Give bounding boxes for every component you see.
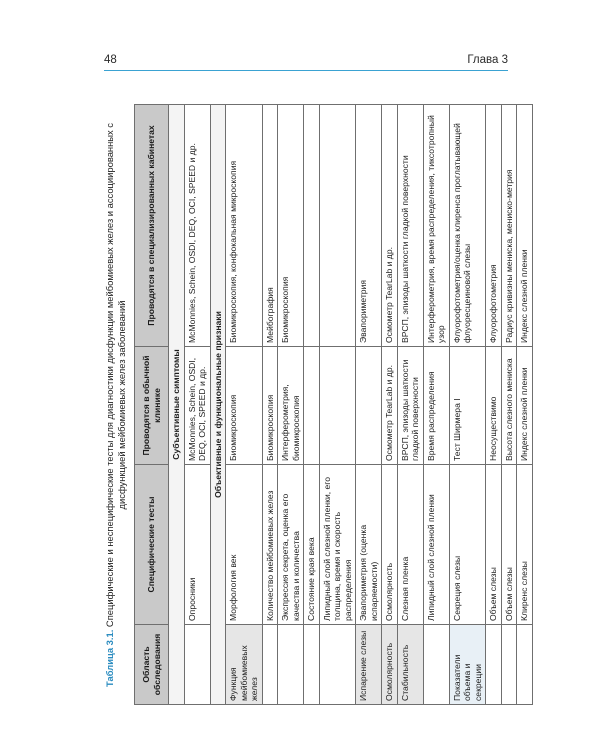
page-header bbox=[104, 52, 508, 71]
caption-text: Специфические и неспецифические тесты для диагностики дисфункции мейбомиевых желез и ассоциированных с дисфункцией мейбомиевых желез заболеваний bbox=[104, 123, 127, 630]
table-row bbox=[486, 105, 502, 705]
col-header-regular-clinic: Проводятся в обычной клинике bbox=[135, 347, 169, 465]
chapter-label: Глава 3 bbox=[467, 54, 508, 66]
cell-specialized: Мейбография bbox=[262, 105, 278, 347]
cell-specialized: Флуорофотометрия/оценка клиренса проглатывающей флуоресцеиновой слезы bbox=[449, 105, 486, 347]
diagnostic-tests-table bbox=[134, 104, 533, 705]
cell-area bbox=[262, 625, 278, 705]
section-row bbox=[169, 105, 185, 705]
table-row bbox=[397, 105, 423, 705]
cell-specialized: Индекс слезной пленки bbox=[517, 105, 533, 347]
cell-clinic: Индекс слезной пленки bbox=[517, 347, 533, 465]
cell-test: Объем слезы bbox=[486, 465, 502, 625]
cell-area: Показатели объема и секреции bbox=[449, 625, 486, 705]
cell-clinic: ВРСП, эпизоды шаткости гладкой поверхности bbox=[397, 347, 423, 465]
table-header-row bbox=[135, 105, 169, 705]
cell-area bbox=[486, 625, 502, 705]
table-caption bbox=[104, 105, 128, 705]
cell-clinic: Интерферометрия, биомикроскопия bbox=[278, 347, 304, 465]
cell-area bbox=[517, 625, 533, 705]
cell-area bbox=[501, 625, 517, 705]
table-row bbox=[356, 105, 382, 705]
cell-clinic: Тест Ширмера I bbox=[449, 347, 486, 465]
cell-clinic: Осмометр TearLab и др. bbox=[382, 347, 398, 465]
cell-clinic: Высота слезного мениска bbox=[501, 347, 517, 465]
cell-specialized: Биомикроскопия bbox=[278, 105, 304, 347]
cell-specialized: Осмометр TearLab и др. bbox=[382, 105, 398, 347]
cell-clinic: Неосуществимо bbox=[486, 347, 502, 465]
cell-test: Осмолярность bbox=[382, 465, 398, 625]
cell-test: Липидный слой слезной пленки, его толщина, время и скорость распределения bbox=[319, 465, 356, 625]
cell-area bbox=[278, 625, 304, 705]
table-row bbox=[262, 105, 278, 705]
table-row bbox=[278, 105, 304, 705]
table-row bbox=[382, 105, 398, 705]
rotated-table-block bbox=[104, 105, 529, 705]
cell-clinic bbox=[304, 347, 320, 465]
col-header-specialized: Проводятся в специализированных кабинетах bbox=[135, 105, 169, 347]
cell-test: Клиренс слезы bbox=[517, 465, 533, 625]
table-row bbox=[423, 105, 449, 705]
table-row bbox=[304, 105, 320, 705]
cell-clinic bbox=[319, 347, 356, 465]
cell-test: Состояние края века bbox=[304, 465, 320, 625]
col-header-area: Область обследования bbox=[135, 625, 169, 705]
cell-specialized: McMonnies, Schein, OSDI, DEQ, OCI, SPEED и др. bbox=[184, 105, 210, 347]
table-row bbox=[226, 105, 263, 705]
section-objective: Объективные и функциональные признаки bbox=[210, 105, 226, 705]
cell-area: Стабильность bbox=[397, 625, 423, 705]
table-row bbox=[517, 105, 533, 705]
section-subjective: Субъективные симптомы bbox=[169, 105, 185, 705]
col-header-specific-tests: Специфические тесты bbox=[135, 465, 169, 625]
cell-area: Осмолярность bbox=[382, 625, 398, 705]
cell-test: Слезная пленка bbox=[397, 465, 423, 625]
cell-test: Эвапориметрия (оценка испаряемости) bbox=[356, 465, 382, 625]
cell-specialized: ВРСП, эпизоды шаткости гладкой поверхности bbox=[397, 105, 423, 347]
caption-label: Таблица 3.1. bbox=[104, 629, 115, 687]
cell-specialized: Интерферометрия, время распределения, тиксотропный узор bbox=[423, 105, 449, 347]
cell-clinic: McMonnies, Schein, OSDI, DEQ, OCI, SPEED и др. bbox=[184, 347, 210, 465]
cell-test: Объем слезы bbox=[501, 465, 517, 625]
cell-area bbox=[423, 625, 449, 705]
cell-clinic bbox=[356, 347, 382, 465]
cell-area bbox=[184, 625, 210, 705]
cell-clinic: Время распределения bbox=[423, 347, 449, 465]
cell-clinic: Биомикроскопия bbox=[262, 347, 278, 465]
cell-specialized bbox=[319, 105, 356, 347]
cell-specialized bbox=[304, 105, 320, 347]
cell-test: Количество мейбомиевых желез bbox=[262, 465, 278, 625]
cell-test: Опросники bbox=[184, 465, 210, 625]
cell-area: Испарение слезы bbox=[356, 625, 382, 705]
cell-specialized: Радиус кривизны мениска, мениско-метрия bbox=[501, 105, 517, 347]
table-row bbox=[319, 105, 356, 705]
cell-test: Липидный слой слезной пленки bbox=[423, 465, 449, 625]
table-row bbox=[184, 105, 210, 705]
cell-specialized: Эвапориметрия bbox=[356, 105, 382, 347]
cell-specialized: Флуорофотометрия bbox=[486, 105, 502, 347]
cell-clinic: Биомикроскопия bbox=[226, 347, 263, 465]
table-row bbox=[501, 105, 517, 705]
cell-area: Функция мейбомиевых желез bbox=[226, 625, 263, 705]
page-number: 48 bbox=[104, 54, 117, 66]
table-row bbox=[449, 105, 486, 705]
cell-area bbox=[319, 625, 356, 705]
section-row bbox=[210, 105, 226, 705]
cell-area bbox=[304, 625, 320, 705]
cell-specialized: Биомикроскопия, конфокальная микроскопия bbox=[226, 105, 263, 347]
cell-test: Секреция слезы bbox=[449, 465, 486, 625]
cell-test: Экспрессия секрета, оценка его качества и количества bbox=[278, 465, 304, 625]
cell-test: Морфология век bbox=[226, 465, 263, 625]
